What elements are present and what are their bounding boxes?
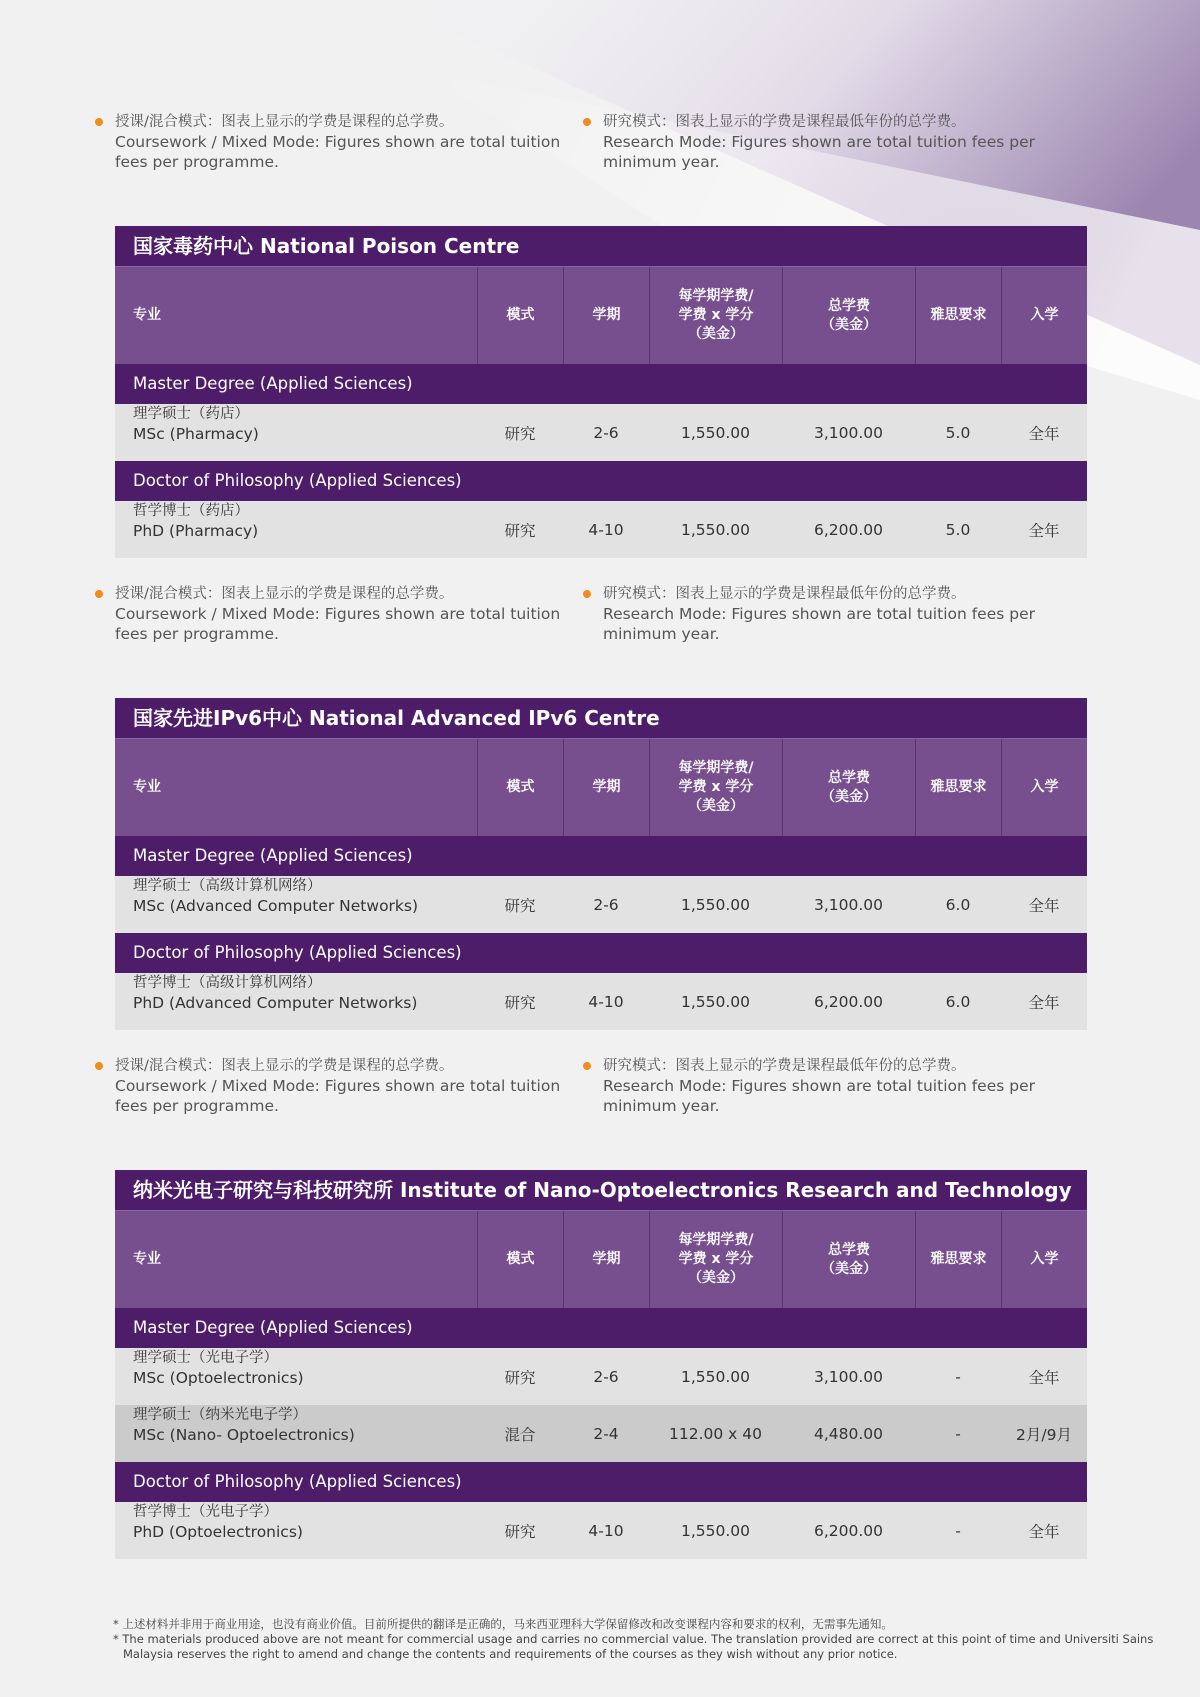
col-total-fee: 总学费 （美金） bbox=[782, 739, 915, 836]
coursework-note-en: Coursework / Mixed Mode: Figures shown are total tuition bbox=[115, 605, 561, 623]
col-intake: 入学 bbox=[1001, 267, 1087, 364]
total-cell: 6,200.00 bbox=[813, 1521, 884, 1540]
category-master: Master Degree (Applied Sciences) bbox=[115, 1308, 1087, 1348]
col-duration: 学期 bbox=[563, 1211, 649, 1308]
coursework-note-en: fees per programme. bbox=[115, 625, 279, 643]
disclaimer-en: Malaysia reserves the right to amend and change the contents and requirements of the courses as they wish without any prior notice. bbox=[123, 1647, 898, 1661]
bullet-icon bbox=[95, 1062, 103, 1070]
ielts-cell: 6.0 bbox=[945, 895, 971, 914]
table-row bbox=[115, 1405, 1087, 1462]
ielts-cell: 6.0 bbox=[945, 992, 971, 1011]
research-note bbox=[603, 584, 1043, 644]
col-mode: 模式 bbox=[477, 1211, 563, 1308]
table-row bbox=[115, 1348, 1087, 1405]
intake-cell: 全年 bbox=[1028, 424, 1060, 443]
coursework-note bbox=[115, 1056, 561, 1116]
bullet-icon bbox=[95, 590, 103, 598]
research-note bbox=[603, 112, 1043, 172]
research-note bbox=[603, 1056, 1043, 1116]
mode-cell: 研究 bbox=[504, 1522, 536, 1541]
programme-cell: 哲学博士（光电子学） PhD (Optoelectronics) bbox=[133, 1504, 303, 1541]
ielts-cell: - bbox=[955, 1367, 961, 1386]
category-master: Master Degree (Applied Sciences) bbox=[115, 364, 1087, 404]
bullet-icon bbox=[583, 1062, 591, 1070]
col-programme: 专业 bbox=[133, 1251, 161, 1267]
fee-table-poison-centre bbox=[115, 226, 1087, 558]
duration-cell: 2-6 bbox=[593, 423, 619, 442]
ielts-cell: 5.0 bbox=[945, 423, 971, 442]
ielts-cell: 5.0 bbox=[945, 520, 971, 539]
col-fee-per-semester: 每学期学费/ 学费 x 学分 （美金） bbox=[649, 1211, 782, 1308]
table-row bbox=[115, 973, 1087, 1030]
col-mode: 模式 bbox=[477, 267, 563, 364]
disclaimer-zh: * 上述材料并非用于商业用途，也没有商业价值。目前所提供的翻译是正确的，马来西亚理科大学保留修改和改变课程内容和要求的权利，无需事先通知。 bbox=[113, 1617, 893, 1631]
coursework-note bbox=[115, 112, 561, 172]
col-ielts: 雅思要求 bbox=[915, 739, 1001, 836]
coursework-note-en: Coursework / Mixed Mode: Figures shown are total tuition bbox=[115, 133, 561, 151]
col-mode: 模式 bbox=[477, 739, 563, 836]
disclaimer-footer bbox=[113, 1617, 1154, 1662]
fee-cell: 1,550.00 bbox=[680, 992, 751, 1011]
col-duration: 学期 bbox=[563, 267, 649, 364]
fee-cell: 1,550.00 bbox=[680, 895, 751, 914]
category-phd: Doctor of Philosophy (Applied Sciences) bbox=[115, 933, 1087, 973]
research-note-zh: 研究模式：图表上显示的学费是课程最低年份的总学费。 bbox=[603, 1058, 966, 1074]
fee-table-ipv6-centre bbox=[115, 698, 1087, 1030]
coursework-note-en: Coursework / Mixed Mode: Figures shown are total tuition bbox=[115, 1077, 561, 1095]
col-total-fee: 总学费 （美金） bbox=[782, 267, 915, 364]
fee-notes bbox=[115, 584, 1087, 654]
col-programme: 专业 bbox=[133, 307, 161, 323]
coursework-note-zh: 授课/混合模式：图表上显示的学费是课程的总学费。 bbox=[115, 1058, 454, 1074]
fee-cell: 1,550.00 bbox=[680, 520, 751, 539]
research-note-en: Research Mode: Figures shown are total tuition fees per bbox=[603, 605, 1036, 623]
programme-cell: 哲学博士（高级计算机网络） PhD (Advanced Computer Networks) bbox=[133, 975, 418, 1012]
coursework-note-en: fees per programme. bbox=[115, 1097, 279, 1115]
col-programme: 专业 bbox=[133, 779, 161, 795]
coursework-note bbox=[115, 584, 561, 644]
bullet-icon bbox=[583, 118, 591, 126]
intake-cell: 2月/9月 bbox=[1016, 1425, 1072, 1444]
programme-cell: 哲学博士（药店） PhD (Pharmacy) bbox=[133, 503, 259, 540]
coursework-note-en: fees per programme. bbox=[115, 153, 279, 171]
col-fee-per-semester: 每学期学费/ 学费 x 学分 （美金） bbox=[649, 267, 782, 364]
mode-cell: 研究 bbox=[504, 993, 536, 1012]
col-ielts: 雅思要求 bbox=[915, 267, 1001, 364]
programme-cell: 理学硕士（纳米光电子学） MSc (Nano- Optoelectronics) bbox=[133, 1407, 355, 1444]
section-title: 国家先进IPv6中心 National Advanced IPv6 Centre bbox=[115, 698, 1087, 738]
intake-cell: 全年 bbox=[1028, 521, 1060, 540]
research-note-en: minimum year. bbox=[603, 625, 720, 643]
fee-notes bbox=[115, 112, 1087, 182]
table-header bbox=[115, 266, 1087, 364]
bullet-icon bbox=[583, 590, 591, 598]
col-fee-per-semester: 每学期学费/ 学费 x 学分 （美金） bbox=[649, 739, 782, 836]
category-master: Master Degree (Applied Sciences) bbox=[115, 836, 1087, 876]
research-note-zh: 研究模式：图表上显示的学费是课程最低年份的总学费。 bbox=[603, 114, 966, 130]
fee-cell: 112.00 x 40 bbox=[669, 1424, 762, 1443]
fee-cell: 1,550.00 bbox=[680, 1367, 751, 1386]
ielts-cell: - bbox=[955, 1521, 961, 1540]
table-row bbox=[115, 404, 1087, 461]
programme-cell: 理学硕士（光电子学） MSc (Optoelectronics) bbox=[133, 1350, 304, 1387]
section-title: 国家毒药中心 National Poison Centre bbox=[115, 226, 1087, 266]
disclaimer-en: * The materials produced above are not meant for commercial usage and carries no commercial value. The translation provided are correct at this point of time and Universiti Sains bbox=[113, 1632, 1154, 1646]
total-cell: 4,480.00 bbox=[813, 1424, 884, 1443]
duration-cell: 4-10 bbox=[588, 1521, 624, 1540]
coursework-note-zh: 授课/混合模式：图表上显示的学费是课程的总学费。 bbox=[115, 114, 454, 130]
coursework-note-zh: 授课/混合模式：图表上显示的学费是课程的总学费。 bbox=[115, 586, 454, 602]
col-total-fee: 总学费 （美金） bbox=[782, 1211, 915, 1308]
mode-cell: 研究 bbox=[504, 424, 536, 443]
section-title: 纳米光电子研究与科技研究所 Institute of Nano-Optoelectronics Research and Technology bbox=[115, 1170, 1087, 1210]
duration-cell: 2-6 bbox=[593, 895, 619, 914]
col-duration: 学期 bbox=[563, 739, 649, 836]
intake-cell: 全年 bbox=[1028, 896, 1060, 915]
table-header bbox=[115, 738, 1087, 836]
research-note-en: minimum year. bbox=[603, 1097, 720, 1115]
duration-cell: 2-4 bbox=[593, 1424, 619, 1443]
programme-cell: 理学硕士（高级计算机网络） MSc (Advanced Computer Networks) bbox=[133, 878, 419, 915]
intake-cell: 全年 bbox=[1028, 1368, 1060, 1387]
research-note-en: Research Mode: Figures shown are total tuition fees per bbox=[603, 133, 1036, 151]
total-cell: 6,200.00 bbox=[813, 992, 884, 1011]
fee-table-nano-optoelectronics bbox=[115, 1170, 1087, 1559]
col-ielts: 雅思要求 bbox=[915, 1211, 1001, 1308]
table-row bbox=[115, 501, 1087, 558]
table-row bbox=[115, 876, 1087, 933]
duration-cell: 2-6 bbox=[593, 1367, 619, 1386]
programme-cell: 理学硕士（药店） MSc (Pharmacy) bbox=[133, 406, 259, 443]
category-phd: Doctor of Philosophy (Applied Sciences) bbox=[115, 461, 1087, 501]
fee-cell: 1,550.00 bbox=[680, 423, 751, 442]
intake-cell: 全年 bbox=[1028, 1522, 1060, 1541]
ielts-cell: - bbox=[955, 1424, 961, 1443]
total-cell: 3,100.00 bbox=[813, 423, 884, 442]
total-cell: 6,200.00 bbox=[813, 520, 884, 539]
mode-cell: 混合 bbox=[504, 1425, 536, 1444]
research-note-en: minimum year. bbox=[603, 153, 720, 171]
mode-cell: 研究 bbox=[504, 896, 536, 915]
col-intake: 入学 bbox=[1001, 739, 1087, 836]
total-cell: 3,100.00 bbox=[813, 1367, 884, 1386]
fee-cell: 1,550.00 bbox=[680, 1521, 751, 1540]
col-intake: 入学 bbox=[1001, 1211, 1087, 1308]
fee-notes bbox=[115, 1056, 1087, 1126]
mode-cell: 研究 bbox=[504, 521, 536, 540]
table-row bbox=[115, 1502, 1087, 1559]
research-note-zh: 研究模式：图表上显示的学费是课程最低年份的总学费。 bbox=[603, 586, 966, 602]
research-note-en: Research Mode: Figures shown are total tuition fees per bbox=[603, 1077, 1036, 1095]
table-header bbox=[115, 1210, 1087, 1308]
total-cell: 3,100.00 bbox=[813, 895, 884, 914]
intake-cell: 全年 bbox=[1028, 993, 1060, 1012]
duration-cell: 4-10 bbox=[588, 992, 624, 1011]
duration-cell: 4-10 bbox=[588, 520, 624, 539]
bullet-icon bbox=[95, 118, 103, 126]
category-phd: Doctor of Philosophy (Applied Sciences) bbox=[115, 1462, 1087, 1502]
mode-cell: 研究 bbox=[504, 1368, 536, 1387]
